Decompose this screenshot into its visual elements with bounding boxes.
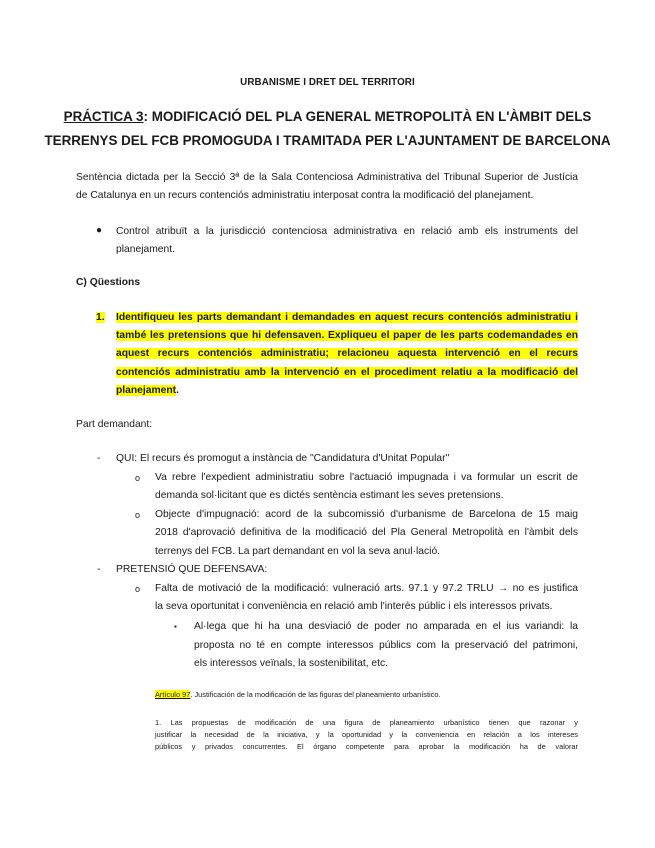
filled-bullet-icon: ● — [96, 225, 103, 236]
quote-line3: públicos y privados concurrentes. El órgano competente para aprobar la modificación ha de valorar — [155, 742, 578, 751]
qui-sub2-line3: terrenys del FCB. La part demandant en vol la seva anul·lació. — [155, 546, 441, 557]
qui-sub1-line1: Va rebre l'expedient administratiu sobre l'actuació impugnada i va formular un escrit de — [155, 472, 578, 483]
intro-line2: de Catalunya en un recurs contenciós administratiu interposat contra la modificació del planejament. — [76, 190, 534, 201]
pret-sub1-line1: Falta de motivació de la modificació: vulneració arts. 97.1 y 97.2 TRLU → no es justifica — [155, 583, 578, 594]
question-line3: aquest recurs contenciós administratiu; relacioneu aquesta intervenció en el recurs — [116, 348, 578, 359]
question-line2: també les pretensions que hi defensaven. Expliqueu el paper de les parts codemandades en — [116, 330, 578, 341]
part-demandant-label: Part demandant: — [76, 419, 153, 430]
qui-sub2-line2: 2018 d'aprovació definitiva de la modificació del Pla General Metropolità en l'àmbit dels — [155, 527, 578, 538]
pretensio-heading: PRETENSIÓ QUE DEFENSAVA: — [116, 564, 268, 575]
course-title: URBANISME I DRET DEL TERRITORI — [240, 77, 415, 88]
pret-subsub-line1: Al·lega que hi ha una desviació de poder no amparada en el ius variandi: la — [194, 621, 578, 632]
practice-title-line2: TERRENYS DEL FCB PROMOGUDA I TRAMITADA PER L'AJUNTAMENT DE BARCELONA — [44, 133, 611, 148]
question-line1: Identifiqueu les parts demandant i demandades en aquest recurs contenciós administratiu i — [116, 312, 578, 323]
qui-sub2-line1: Objecte d'impugnació: acord de la subcomissió d'urbanisme de Barcelona de 15 maig — [155, 509, 578, 520]
question-line5: planejament. — [116, 385, 179, 396]
square-bullet-icon: ▪ — [174, 622, 177, 631]
article-heading — [155, 689, 441, 700]
quote-line2: justificar la necesidad de la iniciativa, y la oportunidad y la conveniencia en relación a los intereses — [155, 730, 578, 739]
circle-bullet-icon: o — [135, 510, 141, 520]
practice-title-line1 — [0, 108, 655, 126]
practice-title-text: : MODIFICACIÓ DEL PLA GENERAL METROPOLITÀ EN L'ÀMBIT DELS — [143, 109, 592, 124]
article-label: Artículo 97 — [155, 690, 191, 699]
section-c-heading: C) Qüestions — [76, 277, 141, 288]
question-number: 1. — [96, 312, 105, 323]
quote-line1: 1. Las propuestas de modificación de una figura de planeamiento urbanístico tienen que razonar y — [155, 718, 578, 727]
intro-bullet-line2: planejament. — [116, 244, 175, 255]
circle-bullet-icon: o — [135, 473, 141, 483]
pret-subsub-line3: els interessos veïnals, la sostenibilitat, etc. — [194, 658, 389, 669]
intro-bullet-line1: Control atribuït a la jurisdicció contenciosa administrativa en relació amb els instruments del — [116, 226, 578, 237]
qui-sub1-line2: demanda sol·licitant que es dictés sentència estimant les seves pretensions. — [155, 490, 504, 501]
pret-sub1-line2: la seva oportunitat i conveniència en relació amb l'interès públic i els interessos privats. — [155, 601, 553, 612]
intro-line1: Sentència dictada per la Secció 3ª de la Sala Contenciosa Administrativa del Tribunal Superior de Justícia — [76, 172, 578, 183]
question-line4: contenciós administratiu amb la intervenció en el procediment relatiu a la modificació del — [116, 367, 578, 378]
dash-bullet-icon: - — [97, 564, 101, 575]
practice-label: PRÁCTICA 3 — [63, 109, 144, 124]
dash-bullet-icon: - — [97, 453, 101, 464]
circle-bullet-icon: o — [135, 584, 141, 594]
pret-subsub-line2: proposta no té en compte interessos públics com la preservació del patrimoni, — [194, 640, 578, 651]
article-title: . Justificación de la modificación de las figuras del planeamiento urbanístico. — [190, 690, 441, 699]
qui-line: QUI: El recurs és promogut a instància de "Candidatura d'Unitat Popular" — [116, 453, 450, 464]
